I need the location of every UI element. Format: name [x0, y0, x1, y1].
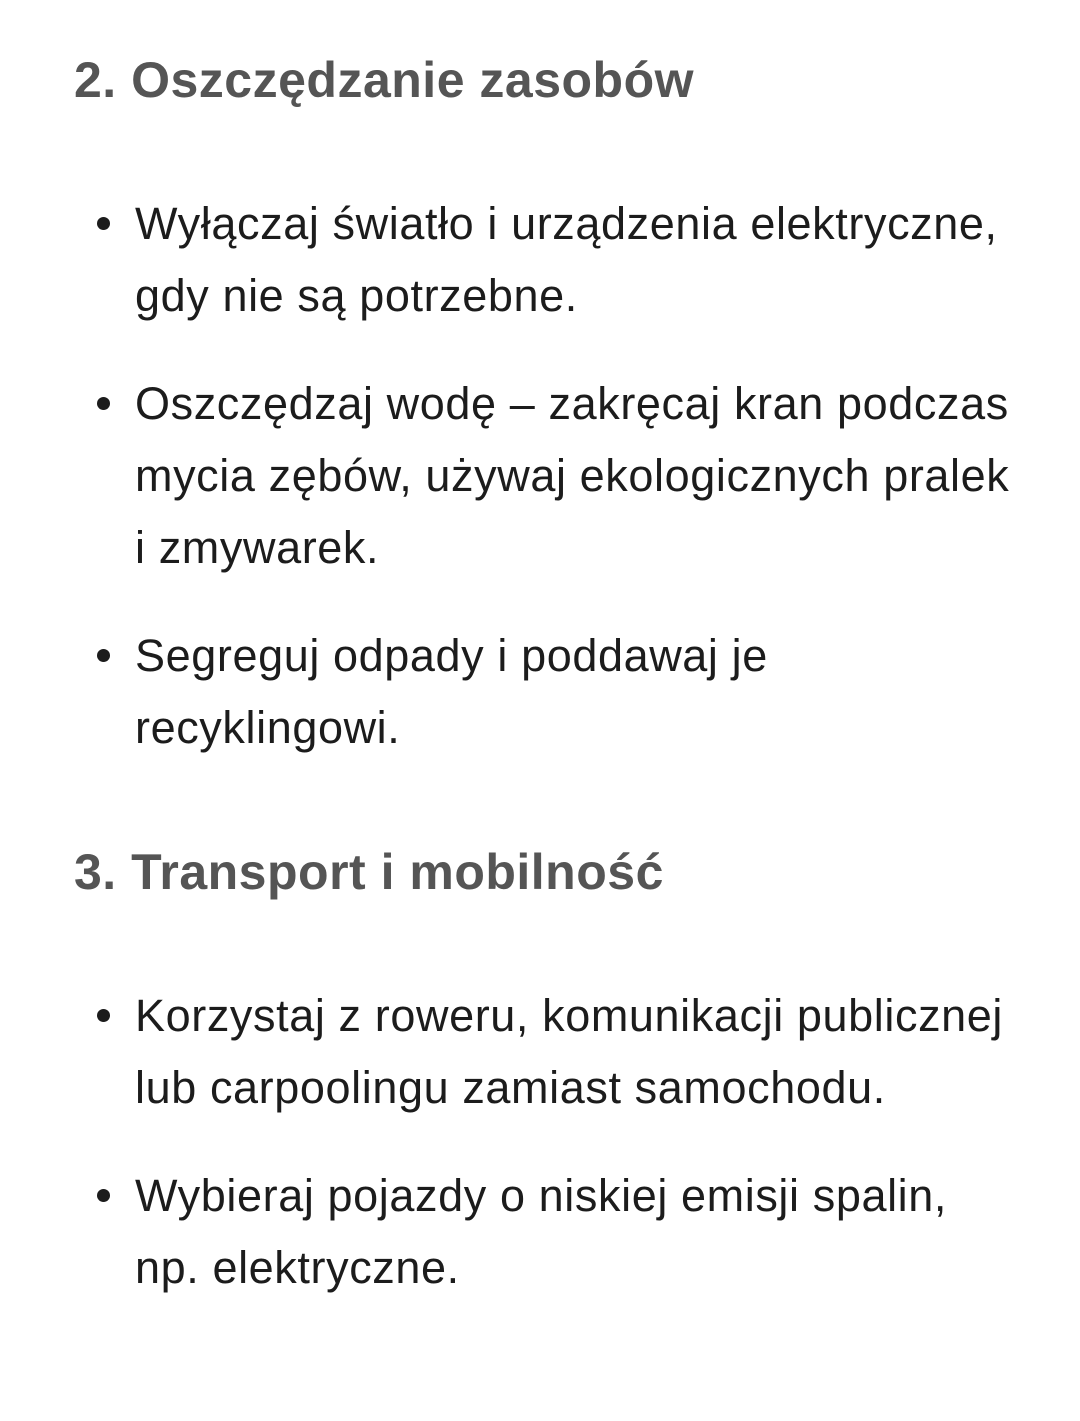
- list-item: [0, 188, 1080, 332]
- bullet-icon: [97, 397, 110, 410]
- bullet-icon: [97, 649, 110, 662]
- list-item-text: Segreguj odpady i poddawaj je recyklingowi.: [135, 630, 768, 753]
- bullet-list-resources: [0, 188, 1080, 764]
- bullet-icon: [97, 217, 110, 230]
- bullet-icon: [97, 1189, 110, 1202]
- list-item-text: Wyłączaj światło i urządzenia elektryczne, gdy nie są potrzebne.: [135, 198, 998, 321]
- list-item-text: Oszczędzaj wodę – zakręcaj kran podczas mycia zębów, używaj ekologicznych pralek i zmywarek.: [135, 378, 1010, 573]
- bullet-list-transport: [0, 980, 1080, 1304]
- section-heading-resources: 2. Oszczędzanie zasobów: [74, 52, 695, 108]
- section-heading-transport: 3. Transport i mobilność: [74, 844, 664, 900]
- list-item: [0, 980, 1080, 1124]
- list-item-text: Wybieraj pojazdy o niskiej emisji spalin, np. elektryczne.: [135, 1170, 948, 1293]
- bullet-icon: [97, 1009, 110, 1022]
- list-item: [0, 620, 1080, 764]
- list-item-text: Korzystaj z roweru, komunikacji publicznej lub carpoolingu zamiast samochodu.: [135, 990, 1004, 1113]
- list-item: [0, 1160, 1080, 1304]
- list-item: [0, 368, 1080, 584]
